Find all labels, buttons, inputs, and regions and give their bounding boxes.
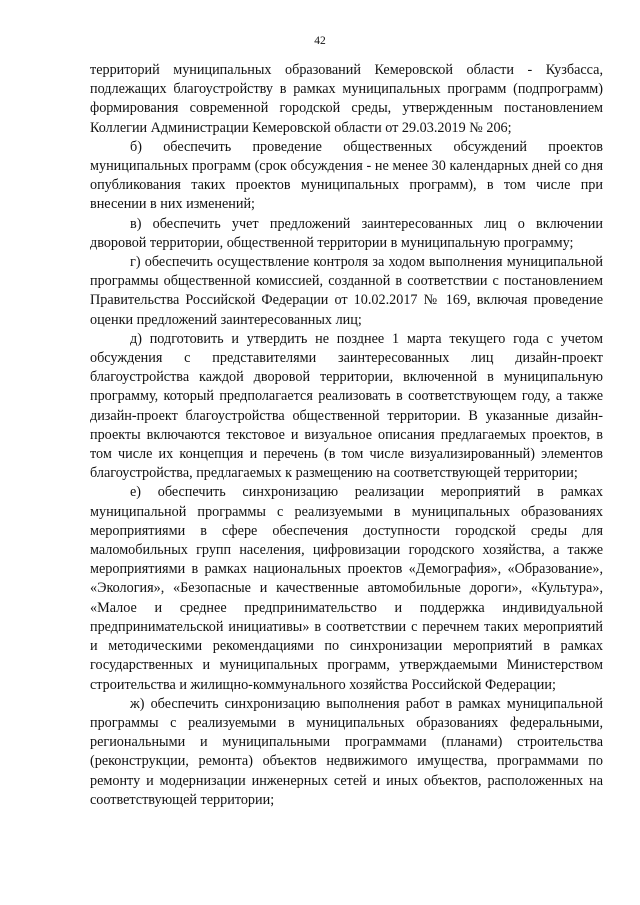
- paragraph-item-zh: ж) обеспечить синхронизацию выполнения работ в рамках муниципальной программы с реализуемыми в муниципальных образованиях федеральными, региональными и муниципальными программами (планами) строительства (реконструкции, ремонта) объектов недвижимого имущества, программами по ремонту и модернизации инженерных сетей и иных объектов, расположенных на соответствующей территории;: [90, 695, 603, 808]
- paragraph-item-b: б) обеспечить проведение общественных обсуждений проектов муниципальных программ (срок обсуждения - не менее 30 календарных дней со дня опубликования таких проектов муниципальных программ), в том числе при внесении в них изменений;: [90, 138, 603, 213]
- paragraph-continuation: территорий муниципальных образований Кемеровской области - Кузбасса, подлежащих благоустройству в рамках муниципальных программ (подпрограмм) формирования современной городской среды, утвержденным постановлением Коллегии Администрации Кемеровской области от 29.03.2019 № 206;: [90, 62, 603, 136]
- document-body: [90, 61, 603, 810]
- paragraph-item-d: д) подготовить и утвердить не позднее 1 марта текущего года с учетом обсуждения с представителями заинтересованных лиц дизайн-проект благоустройства каждой дворовой территории, включенной в муниципальную программу, который предполагается реализовать в соответствующем году, а также дизайн-проект благоустройства общественной территории. В указанные дизайн-проекты включаются текстовое и визуальное описания предлагаемых проектов, в том числе их концепция и перечень (в том числе визуализированный) элементов благоустройства, предлагаемых к размещению на соответствующей территории;: [90, 330, 603, 482]
- page-number: 42: [314, 35, 326, 47]
- paragraph-item-e: е) обеспечить синхронизацию реализации мероприятий в рамках муниципальной программы с реализуемыми в муниципальных образованиях мероприятиями в сфере обеспечения доступности городской среды для маломобильных групп населения, цифровизации городского хозяйства, а также мероприятиями в рамках национальных проектов «Демография», «Образование», «Экология», «Безопасные и качественные автомобильные дороги», «Культура», «Малое и среднее предпринимательство и поддержка индивидуальной предпринимательской инициативы» в соответствии с перечнем таких мероприятий и методическими рекомендациями по синхронизации мероприятий в рамках государственных и муниципальных программ, утверждаемыми Министерством строительства и жилищно-коммунального хозяйства Российской Федерации;: [90, 484, 603, 693]
- paragraph-item-g: г) обеспечить осуществление контроля за ходом выполнения муниципальной программы общественной комиссией, созданной в соответствии с постановлением Правительства Российской Федерации от 10.02.2017 № 169, включая проведение оценки предложений заинтересованных лиц;: [90, 254, 603, 328]
- paragraph-item-v: в) обеспечить учет предложений заинтересованных лиц о включении дворовой территории, общественной территории в муниципальную программу;: [90, 215, 603, 251]
